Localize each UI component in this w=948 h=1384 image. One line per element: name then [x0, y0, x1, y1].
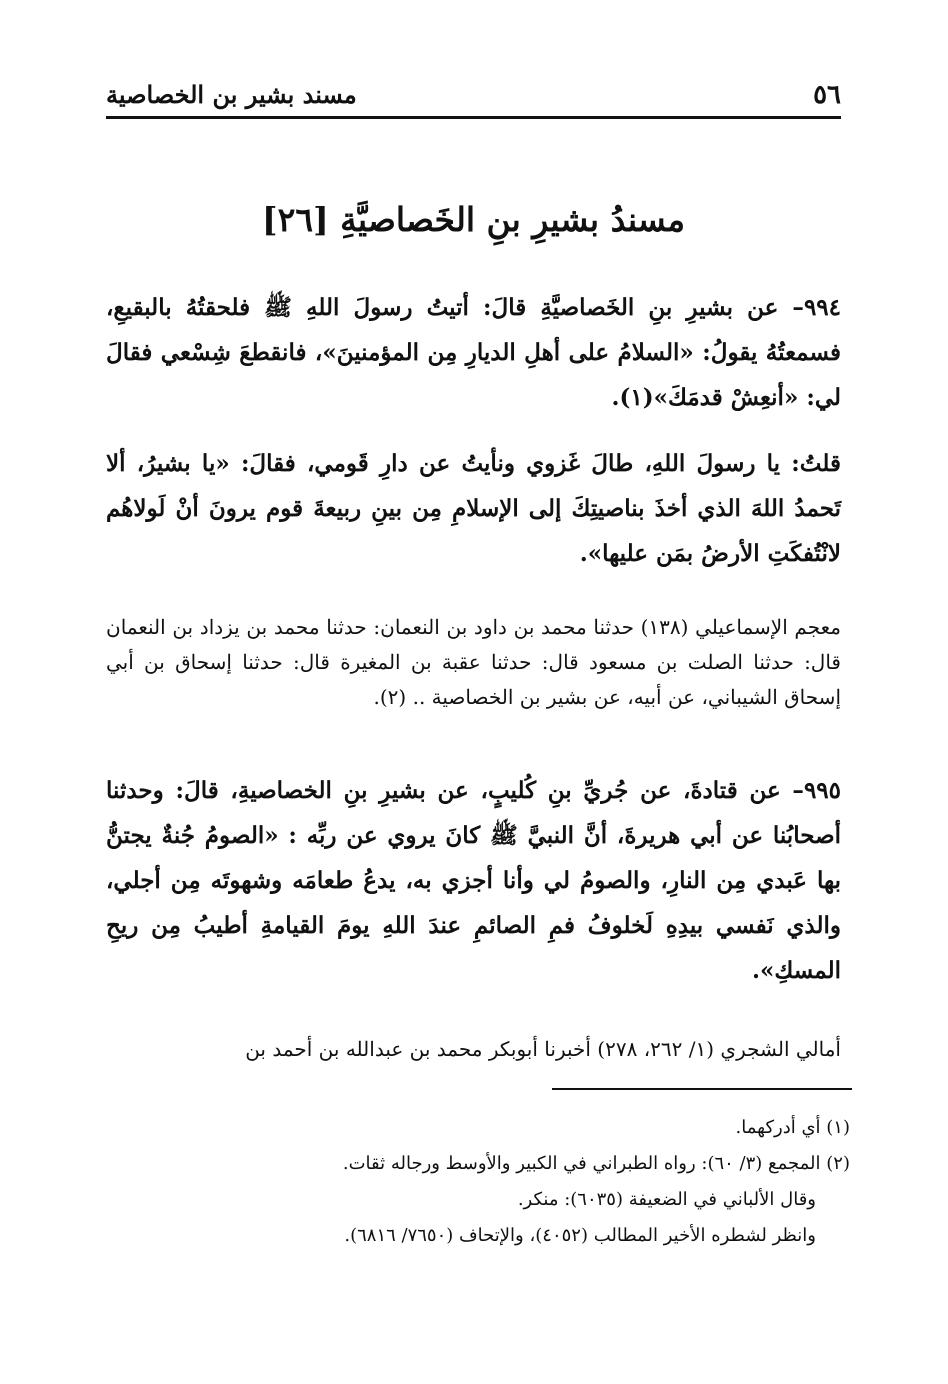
- page-header: [106, 80, 841, 119]
- hadith-994-continuation: قلتُ: يا رسولَ اللهِ، طالَ غَزوي ونأيتُ عن دارِ قَومي، فقالَ: «يا بشيرُ، ألا تَحمدُ اللهَ الذي أخذَ بناصيتِكَ إلى الإسلامِ مِن بينِ ربيعةَ قوم يرونَ أنْ لَولاهُم لانْتُفكَتِ الأرضُ بمَن عليها».: [106, 450, 841, 567]
- hadith-994-text: ٩٩٤– عن بشيرِ بنِ الخَصاصيَّةِ قالَ: أتيتُ رسولَ اللهِ ﷺ فلحقتُهُ بالبقيعِ، فسمعتُهُ يقولُ: «السلامُ على أهلِ الديارِ مِن المؤمنينَ»، فانقطعَ شِسْعي فقالَ لي: «أنعِشْ قدمَكَ»(١).: [106, 294, 841, 411]
- hadith-994-isnad: معجم الإسماعيلي (١٣٨) حدثنا محمد بن داود بن النعمان: حدثنا محمد بن يزداد بن النعمان قال: حدثنا الصلت بن مسعود قال: حدثنا عقبة بن المغيرة قال: حدثنا إسحاق بن أبي إسحاق الشيباني، عن أبيه، عن بشير بن الخصاصية .. (٢).: [106, 615, 841, 709]
- footnote-1: (١) أي أدركهما.: [735, 1117, 850, 1138]
- page-number: ٥٦: [813, 80, 841, 110]
- footnotes: [200, 1110, 850, 1254]
- footnote-separator: [552, 1088, 852, 1090]
- hadith-995-text: ٩٩٥– عن قتادةَ، عن جُريِّ بنِ كُليبٍ، عن بشيرِ بنِ الخصاصيةِ، قالَ: وحدثنا أصحابُنا عن أبي هريرةَ، أنَّ النبيَّ ﷺ كانَ يروي عن ربِّه : «الصومُ جُنةٌ يجتنُّ بها عَبدي مِن النارِ، والصومُ لي وأنا أجزي به، يدعُ طعامَه وشهوتَه مِن أجلي، والذي نَفسي بيدِهِ لَخلوفُ فمِ الصائمِ عندَ اللهِ يومَ القيامةِ أطيبُ مِن ريحِ المسكِ».: [106, 777, 841, 984]
- hadith-995-isnad: أمالي الشجري (١/ ٢٦٢، ٢٧٨) أخبرنا أبوبكر محمد بن عبدالله بن أحمد بن: [245, 1037, 841, 1061]
- footnote-2-continued: وقال الألباني في الضعيفة (٦٠٣٥): منكر.: [517, 1189, 816, 1210]
- section-title: [٢٦] مسندُ بشيرِ بنِ الخَصاصيَّةِ: [261, 200, 685, 239]
- footnote-2-see-also: وانظر لشطره الأخير المطالب (٤٠٥٢)، والإتحاف (٧٦٥٠/ ٦٨١٦).: [344, 1225, 816, 1246]
- running-title: مسند بشير بن الخصاصية: [106, 80, 357, 109]
- footnote-2: (٢) المجمع (٣/ ٦٠): رواه الطبراني في الكبير والأوسط ورجاله ثقات.: [342, 1153, 850, 1174]
